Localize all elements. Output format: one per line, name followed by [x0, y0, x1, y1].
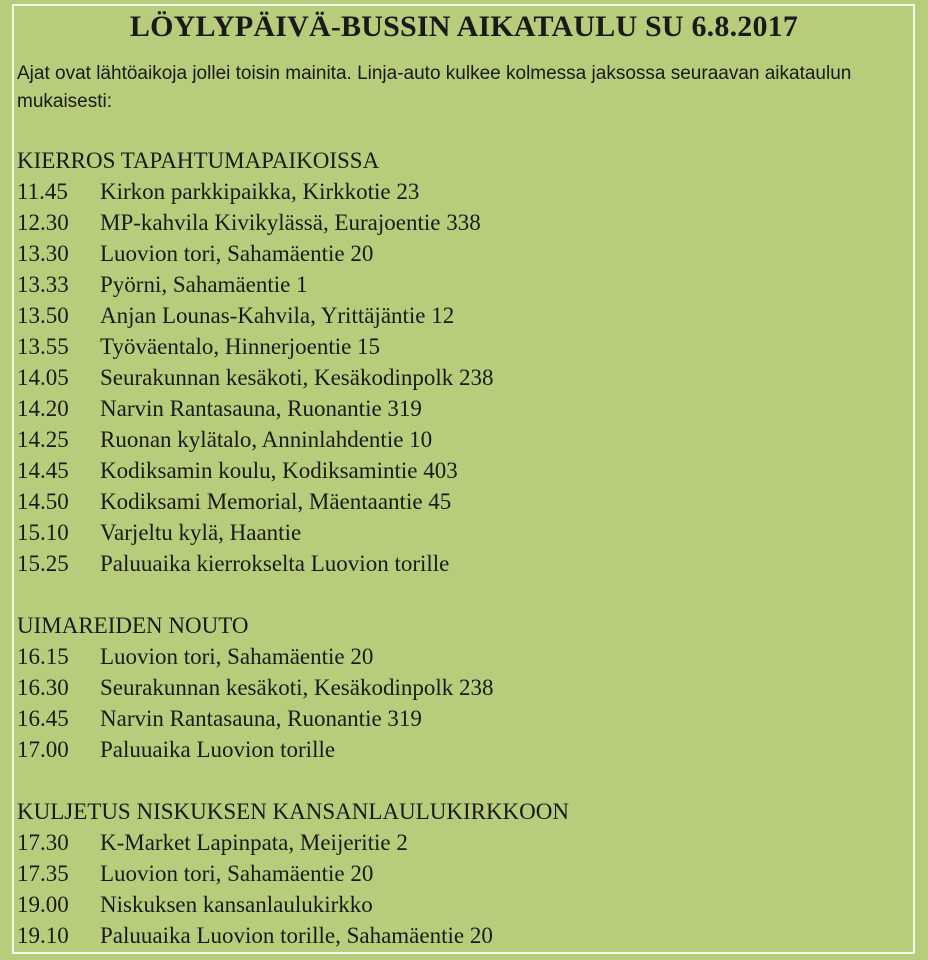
section-title: UIMAREIDEN NOUTO — [17, 613, 249, 638]
schedule-row — [17, 486, 907, 517]
departure-time: 11.45 — [17, 179, 68, 204]
departure-time: 13.33 — [17, 272, 69, 297]
stop-location: Ruonan kylätalo, Anninlahdentie 10 — [100, 427, 433, 452]
schedule-row — [17, 424, 907, 455]
departure-time: 17.30 — [17, 830, 69, 855]
stop-location: Luovion tori, Sahamäentie 20 — [100, 241, 374, 266]
departure-time: 19.10 — [17, 923, 69, 948]
schedule-row — [17, 703, 907, 734]
stop-location: Seurakunnan kesäkoti, Kesäkodinpolk 238 — [100, 675, 494, 700]
schedule-section — [17, 610, 907, 765]
schedule-row — [17, 269, 907, 300]
departure-time: 14.20 — [17, 396, 69, 421]
stop-location: Kodiksami Memorial, Mäentaantie 45 — [100, 489, 452, 514]
departure-time: 13.30 — [17, 241, 69, 266]
schedule-row — [17, 331, 907, 362]
stop-location: Työväentalo, Hinnerjoentie 15 — [100, 334, 381, 359]
schedule-row — [17, 176, 907, 207]
schedule-row — [17, 889, 907, 920]
schedule-row — [17, 455, 907, 486]
schedule-row — [17, 300, 907, 331]
intro-text: Ajat ovat lähtöaikoja jollei toisin mainita. Linja-auto kulkee kolmessa jaksossa seuraavan aikataulun mukaisesti: — [17, 63, 852, 112]
departure-time: 16.30 — [17, 675, 69, 700]
section-spacer — [17, 579, 907, 610]
departure-time: 13.50 — [17, 303, 69, 328]
schedule-row — [17, 517, 907, 548]
stop-location: Luovion tori, Sahamäentie 20 — [100, 861, 374, 886]
stop-location: Paluuaika Luovion torille, Sahamäentie 20 — [100, 923, 493, 948]
schedule-row — [17, 207, 907, 238]
schedule-row — [17, 238, 907, 269]
stop-location: Luovion tori, Sahamäentie 20 — [100, 644, 374, 669]
stop-location: Pyörni, Sahamäentie 1 — [100, 272, 308, 297]
schedule — [17, 145, 907, 951]
departure-time: 12.30 — [17, 210, 69, 235]
departure-time: 19.00 — [17, 892, 69, 917]
stop-location: MP-kahvila Kivikylässä, Eurajoentie 338 — [100, 210, 481, 235]
schedule-row — [17, 827, 907, 858]
stop-location: Narvin Rantasauna, Ruonantie 319 — [100, 706, 422, 731]
page-title: LÖYLYPÄIVÄ-BUSSIN AIKATAULU SU 6.8.2017 — [129, 10, 799, 43]
schedule-section — [17, 145, 907, 579]
schedule-row — [17, 858, 907, 889]
stop-location: Anjan Lounas-Kahvila, Yrittäjäntie 12 — [100, 303, 455, 328]
departure-time: 15.10 — [17, 520, 69, 545]
schedule-row — [17, 672, 907, 703]
stop-location: Narvin Rantasauna, Ruonantie 319 — [100, 396, 422, 421]
departure-time: 14.05 — [17, 365, 69, 390]
stop-location: Paluuaika Luovion torille — [100, 737, 336, 762]
departure-time: 16.45 — [17, 706, 69, 731]
departure-time: 17.35 — [17, 861, 69, 886]
stop-location: Paluuaika kierrokselta Luovion torille — [100, 551, 450, 576]
departure-time: 13.55 — [17, 334, 69, 359]
departure-time: 17.00 — [17, 737, 69, 762]
departure-time: 14.50 — [17, 489, 69, 514]
section-title: KULJETUS NISKUKSEN KANSANLAULUKIRKKOON — [17, 799, 569, 824]
stop-location: K-Market Lapinpata, Meijeritie 2 — [100, 830, 408, 855]
schedule-row — [17, 920, 907, 951]
stop-location: Seurakunnan kesäkoti, Kesäkodinpolk 238 — [100, 365, 494, 390]
departure-time: 14.25 — [17, 427, 69, 452]
schedule-row — [17, 734, 907, 765]
stop-location: Niskuksen kansanlaulukirkko — [100, 892, 373, 917]
departure-time: 15.25 — [17, 551, 69, 576]
stop-location: Varjeltu kylä, Haantie — [100, 520, 302, 545]
stop-location: Kodiksamin koulu, Kodiksamintie 403 — [100, 458, 458, 483]
departure-time: 14.45 — [17, 458, 69, 483]
schedule-row — [17, 393, 907, 424]
departure-time: 16.15 — [17, 644, 69, 669]
section-title: KIERROS TAPAHTUMAPAIKOISSA — [17, 148, 380, 173]
stop-location: Kirkon parkkipaikka, Kirkkotie 23 — [100, 179, 420, 204]
schedule-row — [17, 641, 907, 672]
schedule-section — [17, 796, 907, 951]
schedule-row — [17, 548, 907, 579]
section-spacer — [17, 765, 907, 796]
schedule-row — [17, 362, 907, 393]
